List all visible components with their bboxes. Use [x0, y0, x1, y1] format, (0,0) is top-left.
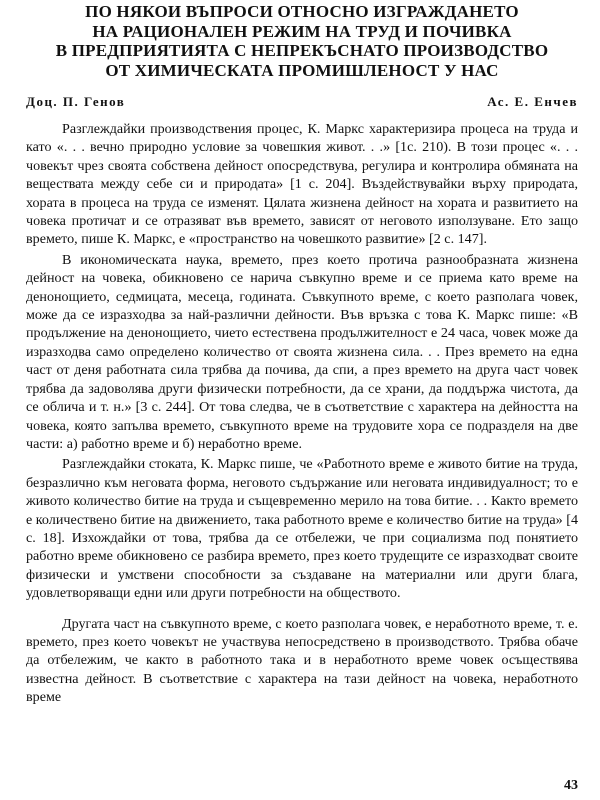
title-line-2: НА РАЦИОНАЛЕН РЕЖИМ НА ТРУД И ПОЧИВКА	[92, 21, 512, 41]
title-line-1: ПО НЯКОИ ВЪПРОСИ ОТНОСНО ИЗГРАЖДАНЕТО	[85, 2, 519, 21]
paragraph-2: В икономическата наука, времето, през което протича разнообразната жизнена дейност на човека, обикновено се нарича съвкупно време и се приема като време на денонощието, седмицата, месеца, годината. Съвкупното време, с което разполага човек, може да се изразходва за най-различни дейности. Във връзка с това К. Маркс пише: «В продължение на денонощието, чието естествена продължителност е 24 часа, човек може да изразходва само определено количество от своята жизнена сила. . . През времето на една част от деня работната сила трябва да почива, да спи, а през времето на друга част човек трябва да задоволява други физически потребности, да се храни, да поддържа чистота, да се облича и т. н.» [3 с. 244]. От това следва, че в съответствие с характера на дейността на човека, която запълва времето, съвкупното време на трудовите хора се подразделя на две части: а) работно време и б) неработно време.	[26, 251, 578, 452]
author-right: Ас. Е. Енчев	[487, 94, 578, 109]
author-line	[26, 94, 578, 110]
title-line-4: ОТ ХИМИЧЕСКАТА ПРОМИШЛЕНОСТ У НАС	[105, 60, 499, 80]
paragraph-3: Разглеждайки стоката, К. Маркс пише, че «Работното време е живото битие на труда, безразлично към неговата форма, неговото съдържание или неговата индивидуалност; то е живото количество битие на труда и същевременно мерило на това битие. . . Както времето е количествено битие на движението, така работното време е количество битие на труда» [4 с. 18]. Изхождайки от това, трябва да се отбележи, че при социализма под понятието работно време обикновено се разбира времето, през което трудещите се изразходват своите физически и умствени способности за създаване на материални или други блага, удовлетворяващи едни или други потребности на обществото.	[26, 456, 578, 602]
article-body	[26, 120, 578, 707]
article-title	[26, 0, 578, 80]
title-line-3: В ПРЕДПРИЯТИЯТА С НЕПРЕКЪСНАТО ПРОИЗВОДСТВО	[55, 41, 549, 60]
page-number: 43	[564, 778, 578, 793]
paragraph-1: Разглеждайки производствения процес, К. Маркс характеризира процеса на труда и като «. . . вечно природно условие за човешкия живот. . .» [1с. 210). В този процес «. . . човекът чрез своята собствена дейност опосредствува, регулира и контролира обмяната на веществата между себе си и природата» [1 с. 204]. Въздействувайки върху природата, хората в процеса на труда се изменят. Цялата жизнена дейност на хората и развитието на човека протичат и се отразяват във времето, зависят от неговото използуване. Ето защо времето, пише К. Маркс, е «пространство на човешкото развитие» [2 с. 147].	[26, 121, 578, 248]
author-left: Доц. П. Генов	[26, 94, 126, 109]
paragraph-4: Другата част на съвкупното време, с което разполага човек, е неработното време, т. е. времето, през което човекът не участвува непосредствено в производството. Трябва обаче да отбележим, че както в работното така и в неработното време човек осъществява известна дейност. В съответствие с характера на тази дейност на човека, неработното време	[26, 615, 578, 706]
